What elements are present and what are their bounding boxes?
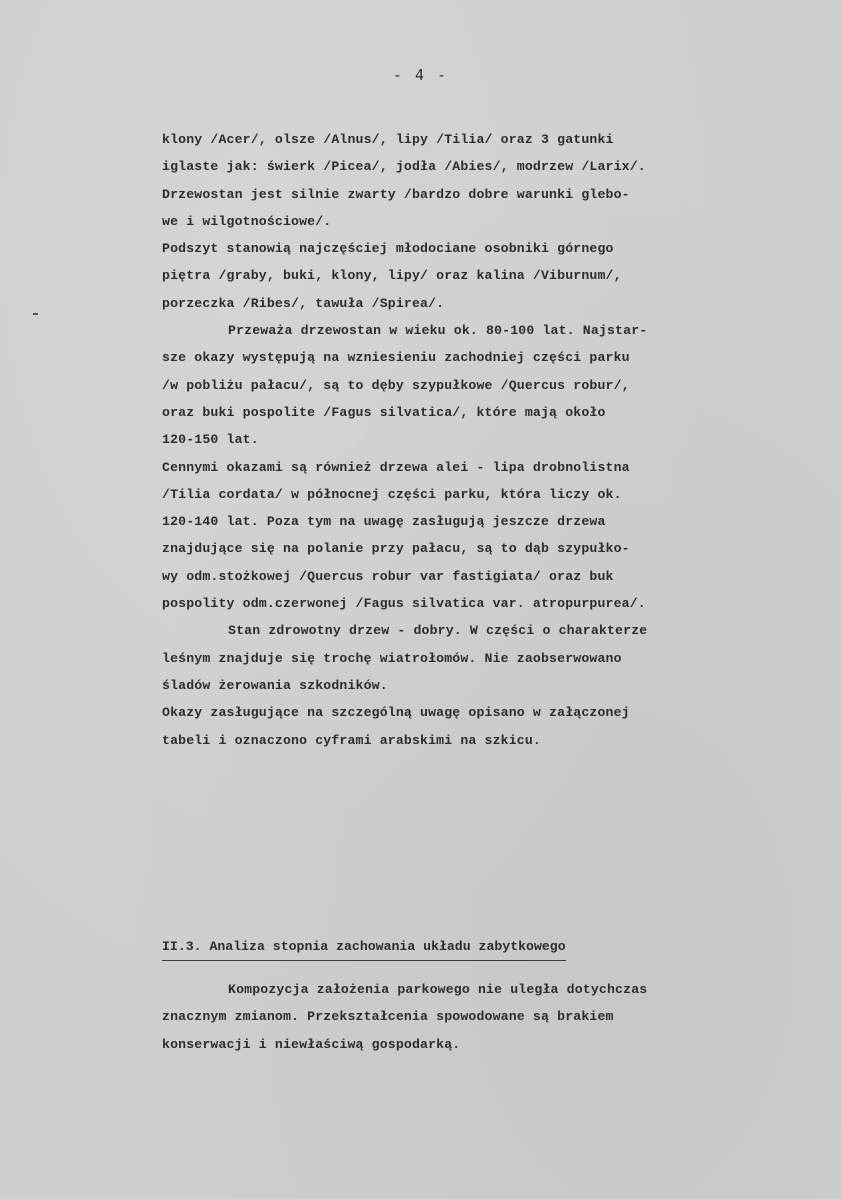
text-line: leśnym znajduje się trochę wiatrołomów. Nie zaobserwowano [162,650,622,666]
text-line: pospolity odm.czerwonej /Fagus silvatica var. atropurpurea/. [162,596,646,612]
text-line: konserwacji i niewłaściwą gospodarką. [162,1036,461,1052]
text-line: piętra /graby, buki, klony, lipy/ oraz kalina /Viburnum/, [162,268,622,284]
text-line: Cennymi okazami są również drzewa alei - lipa drobnolistna [162,459,630,475]
text-line: znajdujące się na polanie przy pałacu, są to dąb szypułko- [162,541,630,557]
text-line: wy odm.stożkowej /Quercus robur var fastigiata/ oraz buk [162,568,614,584]
text-line: śladów żerowania szkodników. [162,677,388,693]
text-line: /w pobliżu pałacu/, są to dęby szypułkowe /Quercus robur/, [162,377,630,393]
text-line: znacznym zmianom. Przekształcenia spowodowane są brakiem [162,1009,614,1025]
text-line: sze okazy występują na wzniesieniu zachodniej części parku [162,350,630,366]
text-line: Podszyt stanowią najczęściej młodociane osobniki górnego [162,241,614,257]
text-line: Przeważa drzewostan w wieku ok. 80-100 lat. Najstar- [228,323,648,339]
text-line: oraz buki pospolite /Fagus silvatica/, które mają około [162,404,606,420]
body-paragraphs [162,126,802,754]
text-line: /Tilia cordata/ w północnej części parku, która liczy ok. [162,486,622,502]
page-number: - 4 - [392,66,449,84]
text-line: Drzewostan jest silnie zwarty /bardzo dobre warunki glebo- [162,186,630,202]
text-line: we i wilgotnościowe/. [162,213,332,229]
text-line: klony /Acer/, olsze /Alnus/, lipy /Tilia/ oraz 3 gatunki [162,132,614,147]
text-line: Stan zdrowotny drzew - dobry. W części o charakterze [228,623,648,639]
text-line: tabeli i oznaczono cyframi arabskimi na szkicu. [162,732,541,748]
section-heading: II.3. Analiza stopnia zachowania układu zabytkowego [162,933,566,961]
text-line: iglaste jak: świerk /Picea/, jodła /Abies/, modrzew /Larix/. [162,159,646,175]
text-line: porzeczka /Ribes/, tawuła /Spirea/. [162,295,445,311]
section-paragraph [162,976,802,1058]
text-line: Okazy zasługujące na szczególną uwagę opisano w załączonej [162,705,630,721]
margin-mark [33,313,38,315]
text-line: 120-150 lat. [162,432,259,448]
text-line: 120-140 lat. Poza tym na uwagę zasługują jeszcze drzewa [162,514,606,530]
text-line: Kompozycja założenia parkowego nie uległa dotychczas [228,982,648,997]
